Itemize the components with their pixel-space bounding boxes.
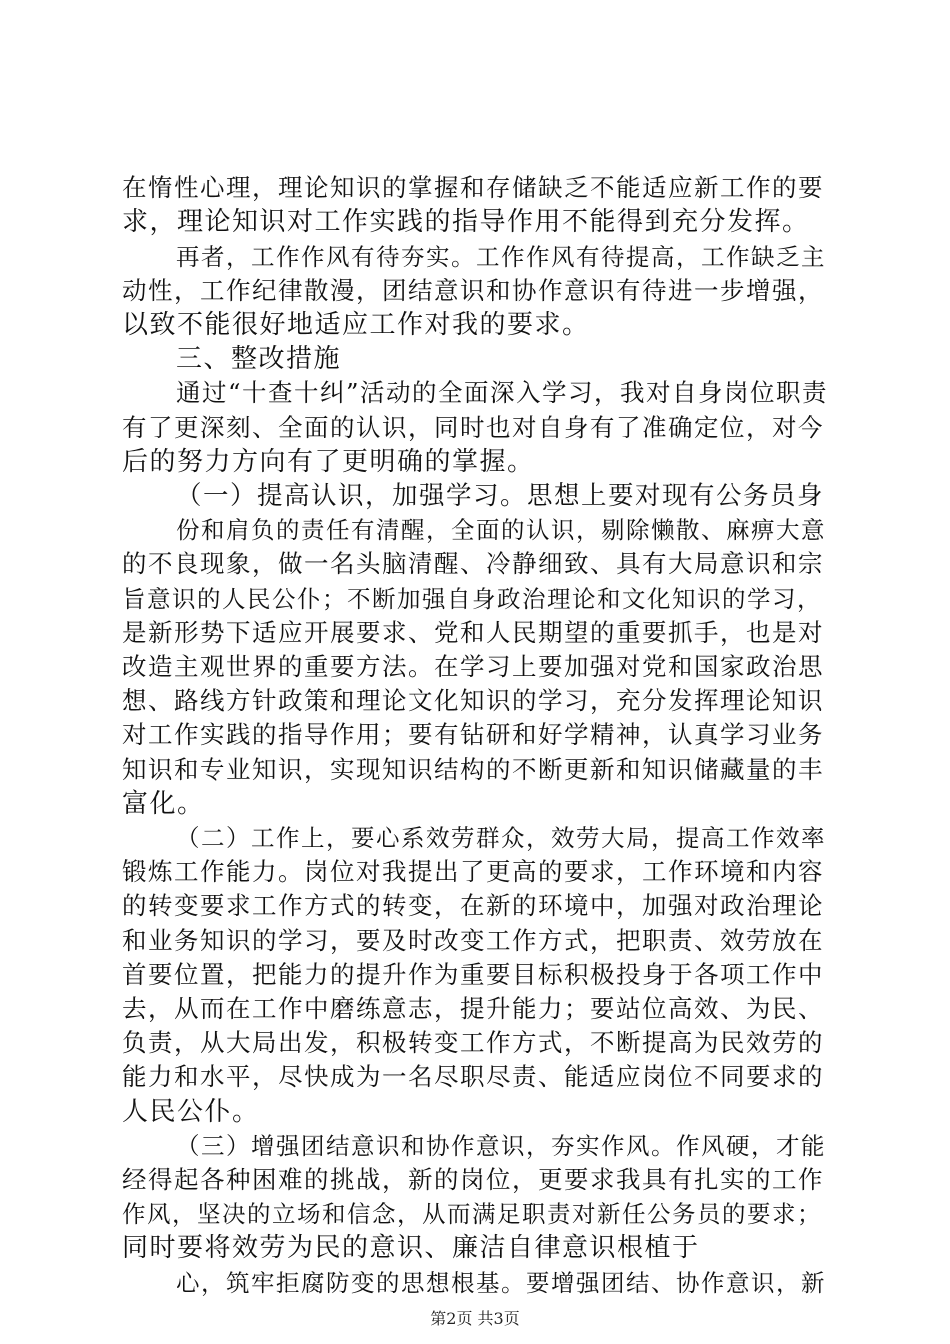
text-line: 后的努力方向有了更明确的掌握。 [122, 447, 535, 477]
text-line: 人民公仆。 [122, 1097, 260, 1127]
text-line: 以致不能很好地适应工作对我的要求。 [122, 310, 590, 340]
text-line: 心，筑牢拒腐防变的思想根基。要增强团结、协作意识，新 [176, 1269, 826, 1297]
text-line: 首要位置，把能力的提升作为重要目标积极投身于各项工作中 [122, 960, 824, 989]
page-number-footer: 第2页 共3页 [430, 1309, 520, 1328]
text-line: 富化。 [122, 789, 205, 819]
text-line: 在惰性心理，理论知识的掌握和存储缺乏不能适应新工作的要 [122, 173, 824, 202]
text-line: 能力和水平，尽快成为一名尽职尽责、能适应岗位不同要求的 [122, 1062, 824, 1091]
text-line: 负责，从大局出发，积极转变工作方式，不断提高为民效劳的 [122, 1028, 824, 1057]
text-line: 同时要将效劳为民的意识、廉洁自律意识根植于 [122, 1233, 700, 1263]
text-line: 作风，坚决的立场和信念，从而满足职责对新任公务员的要求； [122, 1200, 822, 1228]
text-line: 去，从而在工作中磨练意志，提升能力；要站位高效、为民、 [122, 994, 824, 1023]
text-line: 有了更深刻、全面的认识，同时也对自身有了准确定位，对今 [122, 413, 824, 442]
text-line: 旨意识的人民公仆；不断加强自身政治理论和文化知识的学习， [122, 585, 822, 613]
text-line: 通过“十查十纠”活动的全面深入学习，我对自身岗位职责 [176, 378, 829, 407]
text-line: 再者，工作作风有待夯实。工作作风有待提高，工作缺乏主 [176, 243, 826, 271]
text-line: （三）增强团结意识和协作意识，夯实作风。作风硬，才能 [176, 1132, 826, 1160]
text-line: 求，理论知识对工作实践的指导作用不能得到充分发挥。 [122, 207, 810, 237]
text-line: 动性，工作纪律散漫，团结意识和协作意识有待进一步增强， [122, 276, 824, 305]
text-line: 想、路线方针政策和理论文化知识的学习，充分发挥理论知识 [122, 686, 824, 715]
text-line: 对工作实践的指导作用；要有钻研和好学精神，认真学习业务 [122, 720, 824, 749]
text-line: 改造主观世界的重要方法。在学习上要加强对党和国家政治思 [122, 652, 824, 681]
section-heading: 三、整改措施 [176, 344, 342, 374]
text-line: 知识和专业知识，实现知识结构的不断更新和知识储藏量的丰 [122, 755, 824, 784]
text-line: 份和肩负的责任有清醒，全面的认识，剔除懒散、麻痹大意 [176, 516, 826, 544]
text-line: 和业务知识的学习，要及时改变工作方式，把职责、效劳放在 [122, 926, 824, 955]
text-line: 经得起各种困难的挑战，新的岗位，更要求我具有扎实的工作 [122, 1165, 824, 1194]
text-line: （一）提高认识，加强学习。思想上要对现有公务员身 [176, 481, 825, 511]
text-line: 的转变要求工作方式的转变，在新的环境中，加强对政治理论 [122, 891, 824, 920]
text-line: 的不良现象，做一名头脑清醒、冷静细致、具有大局意识和宗 [122, 549, 824, 578]
text-line: （二）工作上，要心系效劳群众，效劳大局，提高工作效率 [176, 824, 826, 852]
text-line: 是新形势下适应开展要求、党和人民期望的重要抓手，也是对 [122, 618, 824, 647]
text-line: 锻炼工作能力。岗位对我提出了更高的要求，工作环境和内容 [122, 857, 824, 886]
